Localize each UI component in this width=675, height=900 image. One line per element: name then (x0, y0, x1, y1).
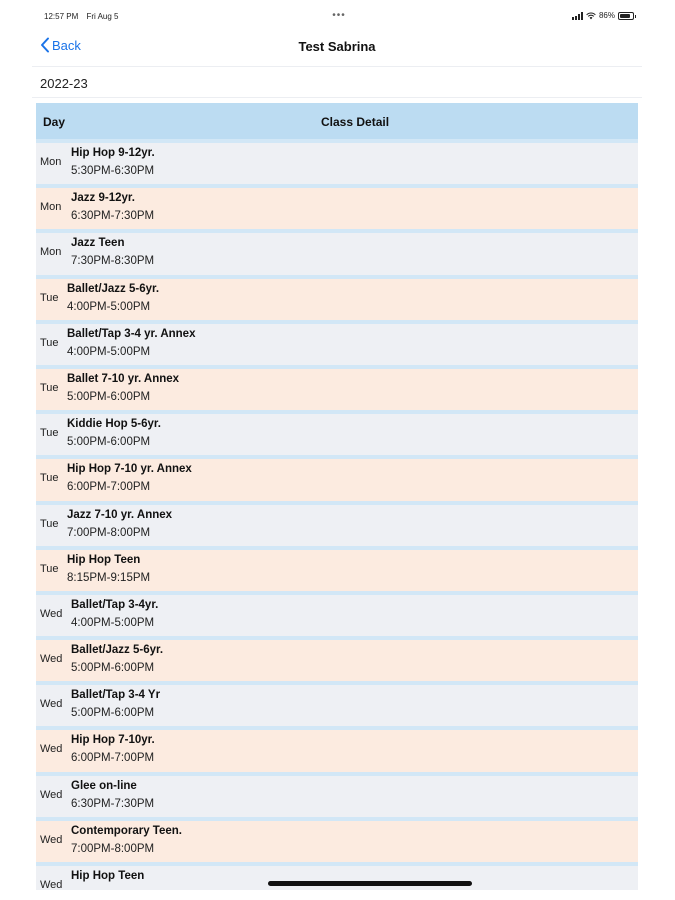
row-day: Mon (40, 201, 62, 214)
table-row[interactable] (36, 229, 638, 274)
row-day: Wed (40, 743, 63, 756)
row-class-name: Ballet/Tap 3-4yr. (71, 598, 159, 611)
row-class-time: 7:00PM-8:00PM (67, 526, 151, 539)
row-class-name: Hip Hop 9-12yr. (71, 147, 155, 159)
row-day: Tue (40, 472, 59, 485)
table-row[interactable] (36, 772, 638, 817)
column-header-day: Day (43, 115, 66, 129)
row-class-name: Ballet/Jazz 5-6yr. (71, 644, 164, 657)
row-day: Wed (40, 607, 63, 620)
cellular-signal-icon (572, 12, 583, 20)
battery-percent: 86% (598, 11, 615, 20)
navigation-bar (32, 34, 642, 60)
status-datetime (44, 12, 125, 21)
row-class-time: 7:30PM-8:30PM (71, 255, 155, 268)
table-header (36, 103, 638, 139)
table-row[interactable] (36, 726, 638, 771)
row-class-time: 5:00PM-6:00PM (67, 436, 151, 449)
app-screen (32, 0, 642, 890)
row-day: Wed (40, 698, 63, 711)
table-body (36, 139, 638, 890)
row-class-time: 6:30PM-7:30PM (71, 797, 155, 810)
row-class-time: 6:00PM-7:00PM (71, 752, 155, 765)
row-class-name: Jazz Teen (71, 237, 125, 250)
battery-icon (618, 12, 634, 20)
table-row[interactable] (36, 455, 638, 500)
row-day: Wed (40, 653, 63, 666)
wifi-icon (586, 12, 596, 20)
row-class-name: Ballet/Tap 3-4 yr. Annex (67, 327, 196, 340)
row-class-time: 7:00PM-8:00PM (71, 842, 155, 855)
row-class-name: Ballet/Tap 3-4 Yr (71, 689, 161, 702)
row-class-time: 5:30PM-6:30PM (71, 165, 155, 177)
status-indicators (572, 11, 634, 20)
row-class-name: Hip Hop 7-10yr. (71, 734, 155, 747)
row-day: Mon (40, 156, 62, 168)
multitasking-dots-icon[interactable]: ••• (332, 10, 346, 21)
row-day: Tue (40, 562, 59, 575)
table-row[interactable] (36, 320, 638, 365)
row-day: Tue (40, 291, 59, 304)
row-class-name: Jazz 9-12yr. (71, 192, 135, 205)
row-day: Wed (40, 833, 63, 846)
table-row[interactable] (36, 184, 638, 229)
table-row[interactable] (36, 139, 638, 184)
row-class-time: 4:00PM-5:00PM (67, 300, 151, 313)
table-row[interactable] (36, 501, 638, 546)
row-day: Tue (40, 517, 59, 530)
row-day: Wed (40, 788, 63, 801)
table-row[interactable] (36, 681, 638, 726)
row-class-time: 8:15PM-9:15PM (67, 571, 151, 584)
home-indicator[interactable] (268, 881, 472, 886)
page-title: Test Sabrina (298, 39, 376, 54)
row-class-time: 6:00PM-7:00PM (67, 481, 151, 494)
table-row[interactable] (36, 591, 638, 636)
status-bar (44, 10, 634, 24)
row-class-time: 4:00PM-5:00PM (71, 616, 155, 629)
row-class-name: Jazz 7-10 yr. Annex (67, 508, 173, 521)
row-class-time: 4:00PM-5:00PM (67, 345, 151, 358)
class-schedule-table (36, 103, 638, 890)
row-class-name: Ballet/Jazz 5-6yr. (67, 282, 160, 295)
row-day: Tue (40, 381, 59, 394)
row-day: Mon (40, 246, 62, 259)
row-class-time: 5:00PM-6:00PM (71, 707, 155, 720)
table-row[interactable] (36, 365, 638, 410)
back-label: Back (52, 37, 81, 53)
row-class-name: Hip Hop Teen (71, 870, 145, 882)
row-class-name: Ballet 7-10 yr. Annex (67, 372, 180, 385)
row-day: Wed (40, 879, 63, 890)
row-class-name: Hip Hop Teen (67, 553, 141, 566)
row-class-time: 5:00PM-6:00PM (67, 390, 151, 403)
table-row[interactable] (36, 636, 638, 681)
table-row[interactable] (36, 817, 638, 862)
status-time: 12:57 PM (44, 12, 79, 21)
row-class-time: 6:30PM-7:30PM (71, 210, 155, 223)
row-class-name: Glee on-line (71, 779, 137, 792)
row-class-name: Hip Hop 7-10 yr. Annex (67, 463, 192, 476)
column-header-class-detail: Class Detail (321, 115, 390, 129)
row-class-time: 5:00PM-6:00PM (71, 662, 155, 675)
status-date: Fri Aug 5 (86, 12, 119, 21)
row-class-name: Kiddie Hop 5-6yr. (67, 418, 161, 431)
table-row[interactable] (36, 275, 638, 320)
school-year-selector[interactable]: 2022-23 (32, 66, 642, 98)
table-row[interactable] (36, 410, 638, 455)
row-day: Tue (40, 427, 59, 440)
row-class-name: Contemporary Teen. (71, 824, 182, 837)
table-row[interactable] (36, 546, 638, 591)
row-day: Tue (40, 336, 59, 349)
